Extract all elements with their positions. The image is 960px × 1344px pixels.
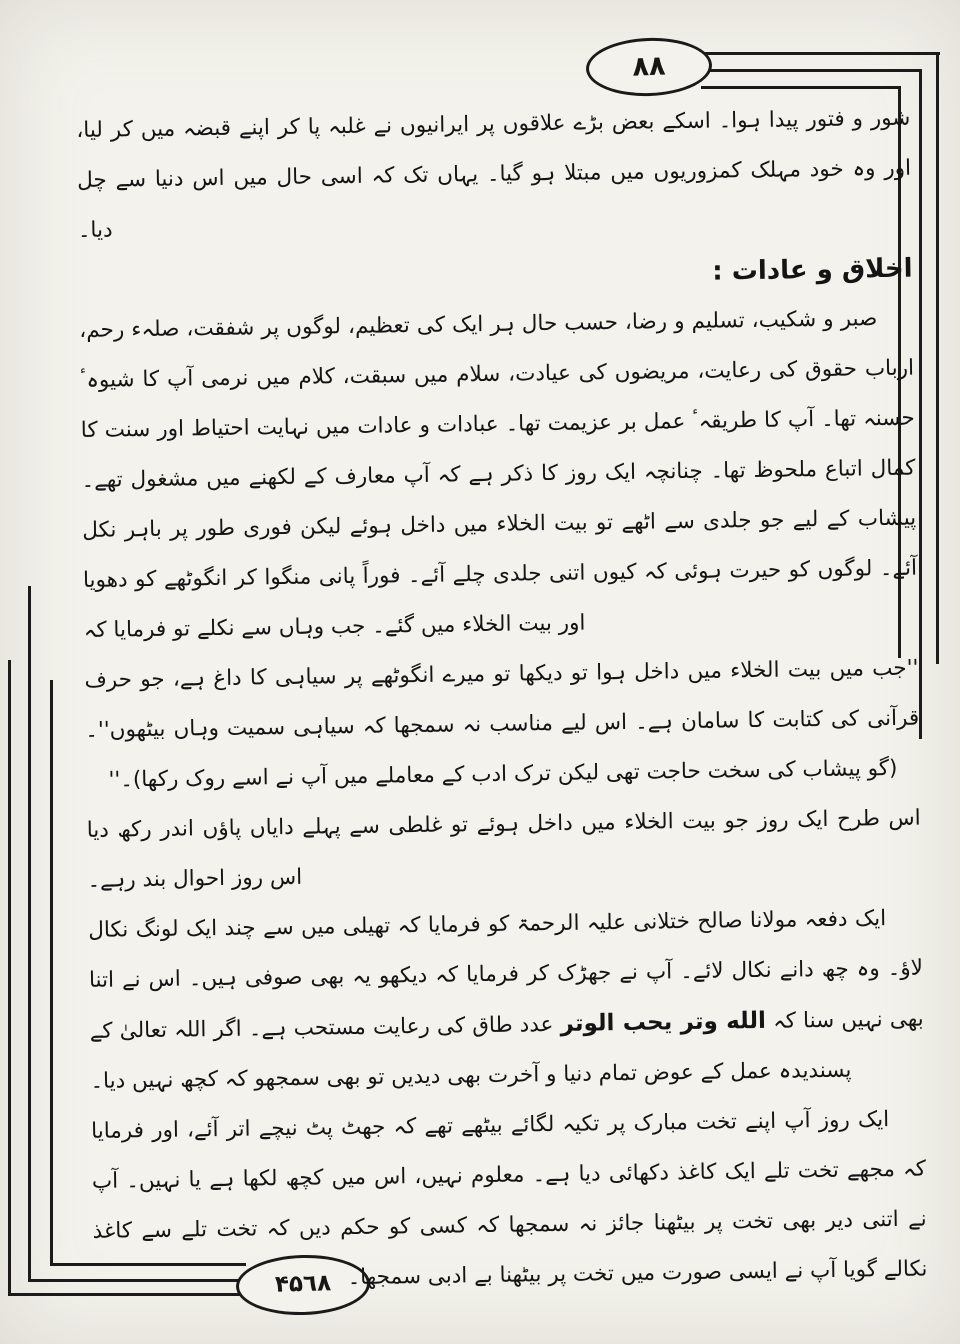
- frame-line-left-inner: [50, 680, 53, 1266]
- frame-line-top-inner: [701, 86, 901, 89]
- frame-line-right-middle: [919, 69, 922, 739]
- footer-number: ۴۵٦٨: [274, 1270, 332, 1298]
- quote-block: ''جب میں بیت الخلاء میں داخل ہوا تو دیکھا تو میرے انگوٹھے پر سیاہی کا داغ ہے، جو حرف قرآنی کی کتابت کا سامان ہے۔ اس لیے مناسب نہ سمجھا کہ سیاہی سمیت وہاں بیٹھوں''۔ (گو پیشاب کی سخت حاجت تھی لیکن ترک ادب کے معاملے میں آپ نے اسے روک رکھا)۔'': [84, 655, 920, 793]
- paragraph-4: [88, 894, 925, 1107]
- frame-line-left-outer: [8, 660, 11, 1296]
- paragraph-3: اس طرح ایک روز جو بیت الخلاء میں داخل ہوئے تو غلطی سے پہلے دایاں پاؤں اندر رکھ دیا اس روز احوال بند رہے۔: [86, 805, 921, 893]
- paragraph-5: ایک روز آپ اپنے تخت مبارک پر تکیہ لگائے بیٹھے تھے کہ جھٹ پٹ نیچے اتر آئے، اور فرمایا کہ مجھے تخت تلے ایک کاغذ دکھائی دیا ہے۔ معلوم نہیں، اس میں کچھ لکھا ہے یا نہیں۔ آپ نے اتنی دیر بھی تخت پر بیٹھنا جائز نہ سمجھا کہ کسی کو حکم دیں کہ تخت تلے سے کاغذ نکالے گویا آپ نے ایسی صورت میں تخت پر بیٹھنا بے ادبی سمجھا۔: [91, 1107, 928, 1291]
- paragraph-4-text-end: عدد طاق کی رعایت مستحب ہے۔ اگر اللہ تعالیٰ کے پسندیدہ عمل کے عوض تمام دنیا و آخرت بھی دیدیں تو بھی سمجھو کہ کچھ نہیں دیا۔: [89, 1011, 852, 1094]
- paragraph-1: شور و فتور پیدا ہوا۔ اسکے بعض بڑے علاقوں پر ایرانیوں نے غلبہ پا کر اپنے قبضہ میں کر لیا، اور وہ خود مہلک کمزوریوں میں مبتلا ہو گیا۔ یہاں تک کہ اسی حال میں اس دنیا سے چل دیا۔: [76, 105, 912, 243]
- page-number: ٨٨: [631, 49, 666, 83]
- frame-line-right-outer: [936, 52, 939, 664]
- frame-line-top-outer: [694, 52, 940, 55]
- page-number-badge: [585, 36, 713, 98]
- arabic-hadith-phrase: الله وتر یحب الوتر: [560, 1007, 767, 1037]
- section-heading: اخلاق و عادات :: [712, 253, 913, 287]
- paragraph-2: صبر و شکیب، تسلیم و رضا، حسب حال ہر ایک کی تعظیم، لوگوں پر شفقت، صلہء رحم، ارباب حقوق کی رعایت، مریضوں کی عیادت، سلام میں سبقت، کلام میں نرمی آپ کا شیوہٴ حسنہ تھا۔ آپ کا طریقہٴ عمل بر عزیمت تھا۔ عبادات و عادات میں نہایت احتیاط اور سنت کا کمال اتباع ملحوظ تھا۔ چنانچہ ایک روز کا ذکر ہے کہ آپ معارف کے لکھنے میں مشغول تھے۔ پیشاب کے لیے جو جلدی سے اٹھے تو بیت الخلاء میں داخل ہوئے لیکن فوری طور پر باہر نکل آئے۔ لوگوں کو حیرت ہوئی کہ کیوں اتنی جلدی چلے آئے۔ فوراً پانی منگوا کر انگوٹھے کو دھویا اور بیت الخلاء میں گئے۔ جب وہاں سے نکلے تو فرمایا کہ: [79, 306, 918, 643]
- paragraph-4-text-start: ایک دفعہ مولانا صالح ختلانی علیہ الرحمۃ کو فرمایا کہ تھیلی میں سے چند ایک لونگ نکال لاؤ۔ وہ چھ دانے نکال لائے۔ آپ نے جھڑک کر فرمایا کہ دیکھو یہ بھی صوفی ہیں۔ اس نے اتنا بھی نہیں سنا کہ: [88, 906, 924, 1034]
- page-text: [76, 94, 928, 1307]
- frame-line-left-middle: [28, 586, 31, 1282]
- frame-line-top-middle: [698, 69, 922, 72]
